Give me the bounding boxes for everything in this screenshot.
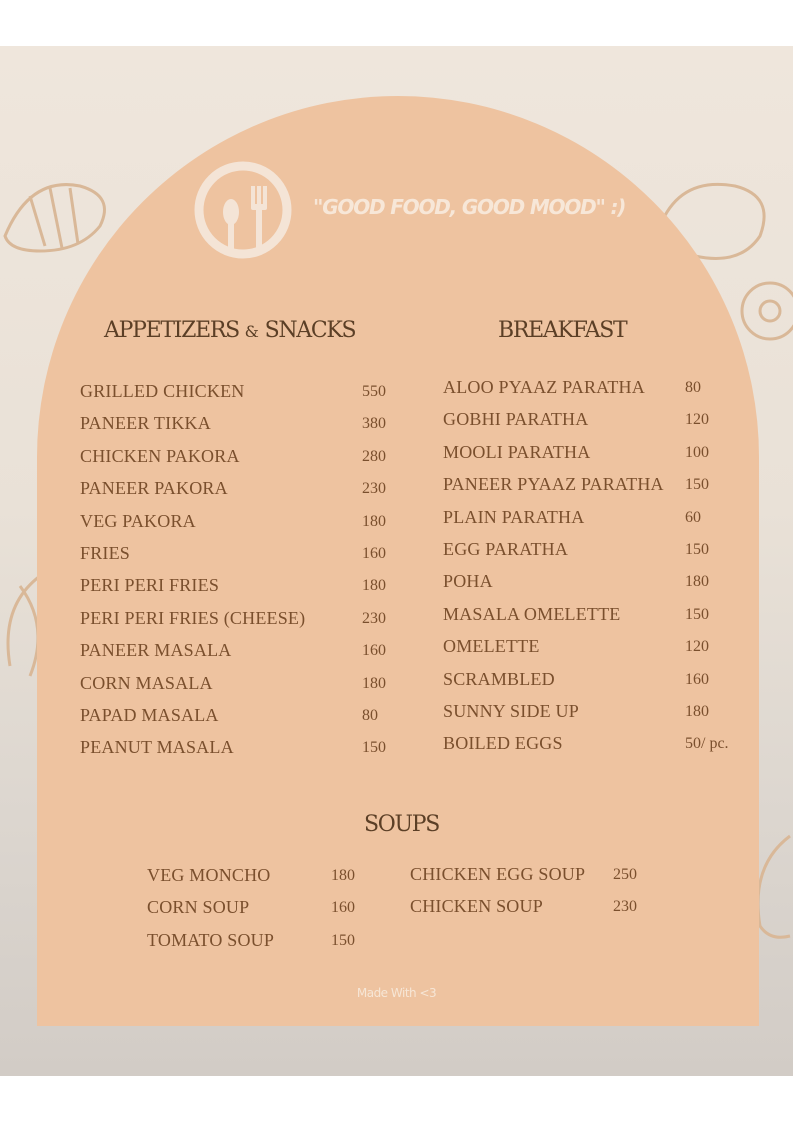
menu-item-name: PLAIN PARATHA [443,506,585,527]
menu-item-price: 380 [362,415,386,433]
menu-item-name: POHA [443,571,493,592]
menu-item-price: 180 [362,512,386,530]
menu-item-price: 150 [685,476,709,494]
appetizers-title-amp: & [244,322,259,341]
menu-item-name: PANEER PYAAZ PARATHA [443,474,664,495]
menu-item-price: 150 [331,931,355,949]
menu-item-price: 230 [362,609,386,627]
menu-item-price: 150 [685,541,709,558]
menu-item-name: PEANUT MASALA [80,737,234,758]
menu-item-name: MOOLI PARATHA [443,441,591,462]
menu-item-name: PANEER TIKKA [80,413,211,434]
menu-arch-panel [37,96,759,1026]
menu-item-price: 120 [685,411,709,429]
menu-item-price: 160 [362,642,386,660]
menu-item-name: VEG PAKORA [80,510,196,531]
menu-item-name: SUNNY SIDE UP [443,701,579,721]
breakfast-title: BREAKFAST [498,318,627,343]
menu-item-price: 180 [685,703,709,720]
footer-credit: Made With <3 [356,986,437,1000]
menu-item-name: MASALA OMELETTE [443,603,621,624]
appetizers-title-b: SNACKS [264,318,356,343]
menu-item-price: 280 [362,447,386,465]
tagline: "GOOD FOOD, GOOD MOOD" :) [313,195,626,219]
menu-item-price: 250 [613,866,637,883]
menu-item-name: CHICKEN SOUP [410,896,543,917]
menu-item-name: CHICKEN EGG SOUP [410,864,586,884]
menu-item-price: 60 [685,508,701,526]
menu-item-name: VEG MONCHO [147,865,271,885]
spoon-fork-icon [193,160,293,260]
menu-item-name: PANEER MASALA [80,640,232,661]
menu-item-name: CORN SOUP [147,897,250,918]
menu-item-price: 50/ pc. [685,735,729,753]
menu-item-price: 180 [331,867,355,884]
menu-item-price: 180 [362,674,386,692]
menu-item-price: 80 [685,379,701,396]
menu-item-name: CORN MASALA [80,672,213,693]
menu-item-price: 180 [685,573,709,591]
menu-item-name: GOBHI PARATHA [443,409,589,430]
appetizers-title-a: APPETIZERS [104,318,239,343]
menu-item-name: FRIES [80,543,131,563]
menu-item-name: BOILED EGGS [443,733,563,754]
menu-item-name: PERI PERI FRIES [80,575,220,596]
menu-item-price: 160 [685,670,709,688]
menu-item-price: 100 [685,443,709,461]
menu-item-price: 180 [362,577,386,595]
menu-item-price: 160 [362,545,386,562]
menu-item-name: PANEER PAKORA [80,478,228,499]
soups-title: SOUPS [364,812,440,837]
menu-item-name: PAPAD MASALA [80,705,219,725]
menu-item-name: OMELETTE [443,636,540,657]
menu-item-price: 150 [362,739,386,757]
menu-item-price: 230 [613,898,637,916]
menu-item-name: ALOO PYAAZ PARATHA [443,377,645,397]
menu-item-name: CHICKEN PAKORA [80,445,240,466]
menu-item-price: 160 [331,899,355,917]
appetizers-title [104,318,355,343]
menu-item-name: PERI PERI FRIES (CHEESE) [80,607,306,628]
menu-item-price: 150 [685,605,709,623]
menu-item-name: GRILLED CHICKEN [80,381,245,401]
menu-item-name: TOMATO SOUP [147,929,275,950]
menu-item-name: SCRAMBLED [443,668,555,689]
menu-item-name: EGG PARATHA [443,539,569,559]
menu-item-price: 550 [362,383,386,400]
menu-item-price: 230 [362,480,386,498]
menu-item-price: 120 [685,638,709,656]
donut-doodle-icon [735,266,793,356]
menu-item-price: 80 [362,707,378,724]
